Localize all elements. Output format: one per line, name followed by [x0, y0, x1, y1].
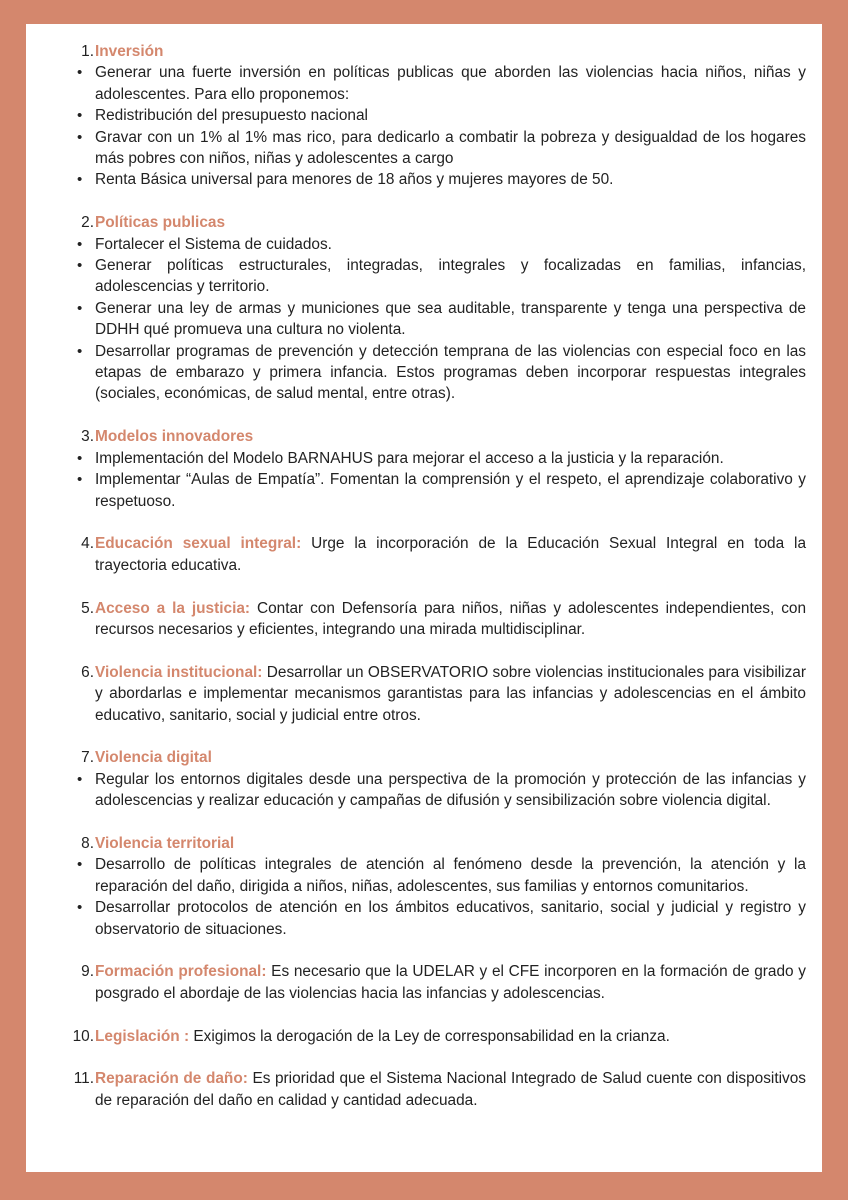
- proposal-section: [70, 41, 806, 191]
- bullet-icon: •: [77, 107, 83, 125]
- bullet-item: [70, 854, 806, 897]
- bullet-item: [70, 255, 806, 298]
- section-heading: [70, 961, 806, 1004]
- section-heading: [70, 212, 806, 233]
- section-number: 8.: [81, 834, 94, 852]
- section-heading: [70, 598, 806, 641]
- document-page: [26, 24, 822, 1172]
- section-title: Formación profesional:: [95, 963, 267, 981]
- section-title: Modelos innovadores: [95, 428, 254, 446]
- bullet-text: Redistribución del presupuesto nacional: [95, 107, 368, 125]
- section-text: Exigimos la derogación de la Ley de corresponsabilidad en la crianza.: [189, 1027, 670, 1045]
- proposal-section: [70, 833, 806, 940]
- section-title: Acceso a la justicia:: [95, 599, 251, 617]
- bullet-item: [70, 62, 806, 105]
- proposal-section: [70, 212, 806, 405]
- section-heading: [70, 1026, 806, 1047]
- section-heading: [70, 41, 806, 62]
- section-number: 5.: [81, 599, 94, 617]
- bullet-item: [70, 127, 806, 170]
- section-text: Es prioridad que el Sistema Nacional Integrado de Salud cuente con dispositivos de reparación del daño en calidad y cantidad adecuada.: [95, 1070, 806, 1109]
- section-heading: [70, 1068, 806, 1111]
- bullet-item: [70, 769, 806, 812]
- section-title: Reparación de daño:: [95, 1070, 248, 1088]
- section-title: Violencia digital: [95, 749, 212, 767]
- bullet-icon: •: [77, 342, 83, 360]
- section-title: Violencia institucional:: [95, 663, 263, 681]
- bullet-item: [70, 234, 806, 255]
- proposal-section: [70, 533, 806, 576]
- bullet-text: Desarrollar programas de prevención y detección temprana de las violencias con especial foco en las etapas de embarazo y primera infancia. Estos programas deben incorporar respuestas integrales (sociales, económicas, de salud mental, entre otras).: [95, 342, 806, 403]
- section-text: Contar con Defensoría para niños, niñas y adolescentes independientes, con recursos necesarios y eficientes, integrando una mirada multidisciplinar.: [95, 599, 807, 638]
- bullet-icon: •: [77, 257, 83, 275]
- bullet-item: [70, 469, 806, 512]
- section-title: Políticas publicas: [95, 214, 226, 232]
- bullet-item: [70, 448, 806, 469]
- section-heading: [70, 426, 806, 447]
- section-heading: [70, 662, 806, 726]
- proposal-section: [70, 961, 806, 1004]
- bullet-icon: •: [77, 770, 83, 788]
- section-number: 6.: [81, 663, 94, 681]
- bullet-icon: •: [77, 856, 83, 874]
- proposal-list: [70, 41, 806, 1133]
- section-number: 10.: [72, 1027, 94, 1045]
- proposal-section: [70, 426, 806, 512]
- bullet-icon: •: [77, 449, 83, 467]
- proposal-section: [70, 747, 806, 811]
- section-number: 11.: [73, 1070, 94, 1088]
- bullet-text: Implementación del Modelo BARNAHUS para mejorar el acceso a la justicia y la reparación.: [95, 449, 724, 467]
- bullet-text: Renta Básica universal para menores de 18 años y mujeres mayores de 50.: [95, 171, 614, 189]
- bullet-text: Gravar con un 1% al 1% mas rico, para dedicarlo a combatir la pobreza y desigualdad de los hogares más pobres con niños, niñas y adolescentes a cargo: [95, 128, 806, 168]
- section-heading: [70, 833, 806, 854]
- bullet-text: Fortalecer el Sistema de cuidados.: [95, 235, 332, 253]
- bullet-icon: •: [77, 471, 83, 489]
- bullet-icon: •: [77, 899, 83, 917]
- proposal-section: [70, 1068, 806, 1111]
- bullet-item: [70, 105, 806, 126]
- bullet-text: Generar una fuerte inversión en políticas publicas que aborden las violencias hacia niños, niñas y adolescentes. Para ello proponemos:: [95, 64, 806, 103]
- section-title: Inversión: [95, 43, 164, 60]
- bullet-icon: •: [77, 64, 83, 82]
- section-number: 3.: [81, 428, 94, 446]
- section-title: Violencia territorial: [95, 834, 235, 852]
- bullet-item: [70, 169, 806, 190]
- bullet-text: Generar políticas estructurales, integradas, integrales y focalizadas en familias, infancias, adolescencias y territorio.: [95, 257, 806, 296]
- section-number: 1.: [81, 43, 94, 60]
- section-text: Urge la incorporación de la Educación Sexual Integral en toda la trayectoria educativa.: [95, 535, 807, 574]
- section-text: Es necesario que la UDELAR y el CFE incorporen en la formación de grado y posgrado el abordaje de las violencias hacia las infancias y adolescencias.: [95, 963, 806, 1002]
- section-number: 7.: [81, 749, 94, 767]
- bullet-text: Implementar “Aulas de Empatía”. Fomentan la comprensión y el respeto, el aprendizaje colaborativo y respetuoso.: [95, 471, 806, 510]
- bullet-text: Desarrollo de políticas integrales de atención al fenómeno desde la prevención, la atención y la reparación del daño, dirigida a niños, niñas, adolescentes, sus familias y entornos comunitarios.: [95, 856, 806, 895]
- section-heading: [70, 533, 806, 576]
- bullet-icon: •: [77, 235, 83, 253]
- bullet-icon: •: [77, 171, 83, 189]
- bullet-text: Desarrollar protocolos de atención en los ámbitos educativos, sanitario, social y judicial y registro y observatorio de situaciones.: [95, 899, 806, 938]
- bullet-item: [70, 298, 806, 341]
- section-number: 9.: [81, 963, 94, 981]
- section-heading: [70, 747, 806, 768]
- section-number: 2.: [81, 214, 94, 232]
- bullet-text: Regular los entornos digitales desde una perspectiva de la promoción y protección de las infancias y adolescencias y realizar educación y campañas de difusión y sensibilización sobre violencia digital.: [95, 770, 806, 810]
- proposal-section: [70, 662, 806, 726]
- bullet-item: [70, 341, 806, 405]
- bullet-icon: •: [77, 299, 83, 317]
- section-title: Legislación :: [95, 1027, 190, 1045]
- proposal-section: [70, 598, 806, 641]
- bullet-item: [70, 897, 806, 940]
- proposal-section: [70, 1026, 806, 1047]
- bullet-icon: •: [77, 128, 83, 146]
- section-text: Desarrollar un OBSERVATORIO sobre violencias institucionales para visibilizar y abordarlas e implementar mecanismos garantistas para las infancias y adolescencias en el ámbito educativo, sanitario, social y judicial entre otros.: [95, 663, 806, 724]
- section-title: Educación sexual integral:: [95, 535, 302, 553]
- bullet-text: Generar una ley de armas y municiones que sea auditable, transparente y tenga una perspectiva de DDHH qué promueva una cultura no violenta.: [95, 299, 806, 339]
- section-number: 4.: [81, 535, 94, 553]
